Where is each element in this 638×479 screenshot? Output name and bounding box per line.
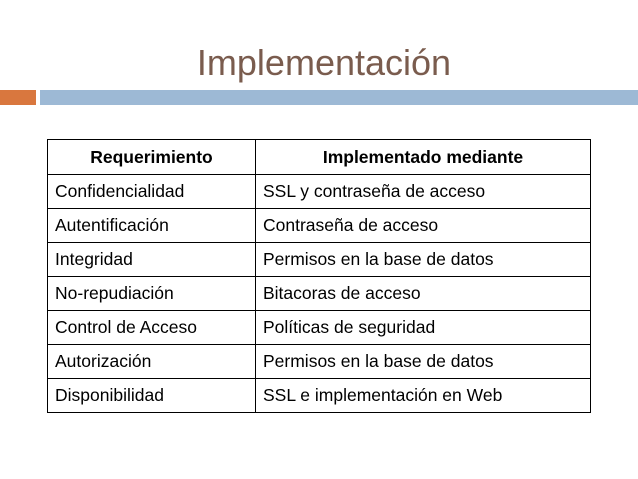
table-row [48, 311, 591, 345]
table-row [48, 209, 591, 243]
header-requerimiento: Requerimiento [48, 140, 256, 175]
requirement-cell: Autentificación [48, 209, 256, 243]
table-header-row [48, 140, 591, 175]
implementation-cell: Contraseña de acceso [256, 209, 591, 243]
table-row [48, 243, 591, 277]
table-row [48, 345, 591, 379]
table-row [48, 277, 591, 311]
implementation-cell: SSL e implementación en Web [256, 379, 591, 413]
requirement-cell: Control de Acceso [48, 311, 256, 345]
requirement-cell: No-repudiación [48, 277, 256, 311]
requirement-cell: Autorización [48, 345, 256, 379]
slide-title: Implementación [196, 42, 452, 83]
table-row [48, 379, 591, 413]
table-row [48, 175, 591, 209]
requirement-cell: Confidencialidad [48, 175, 256, 209]
implementation-cell: Bitacoras de acceso [256, 277, 591, 311]
requirement-cell: Integridad [48, 243, 256, 277]
requirement-cell: Disponibilidad [48, 379, 256, 413]
title-accent-bar-blue [40, 90, 638, 105]
header-implementado-mediante: Implementado mediante [256, 140, 591, 175]
implementation-cell: Políticas de seguridad [256, 311, 591, 345]
implementation-cell: SSL y contraseña de acceso [256, 175, 591, 209]
implementation-cell: Permisos en la base de datos [256, 243, 591, 277]
implementation-cell: Permisos en la base de datos [256, 345, 591, 379]
title-accent-bar-orange [0, 90, 36, 105]
requirements-table [47, 139, 591, 413]
